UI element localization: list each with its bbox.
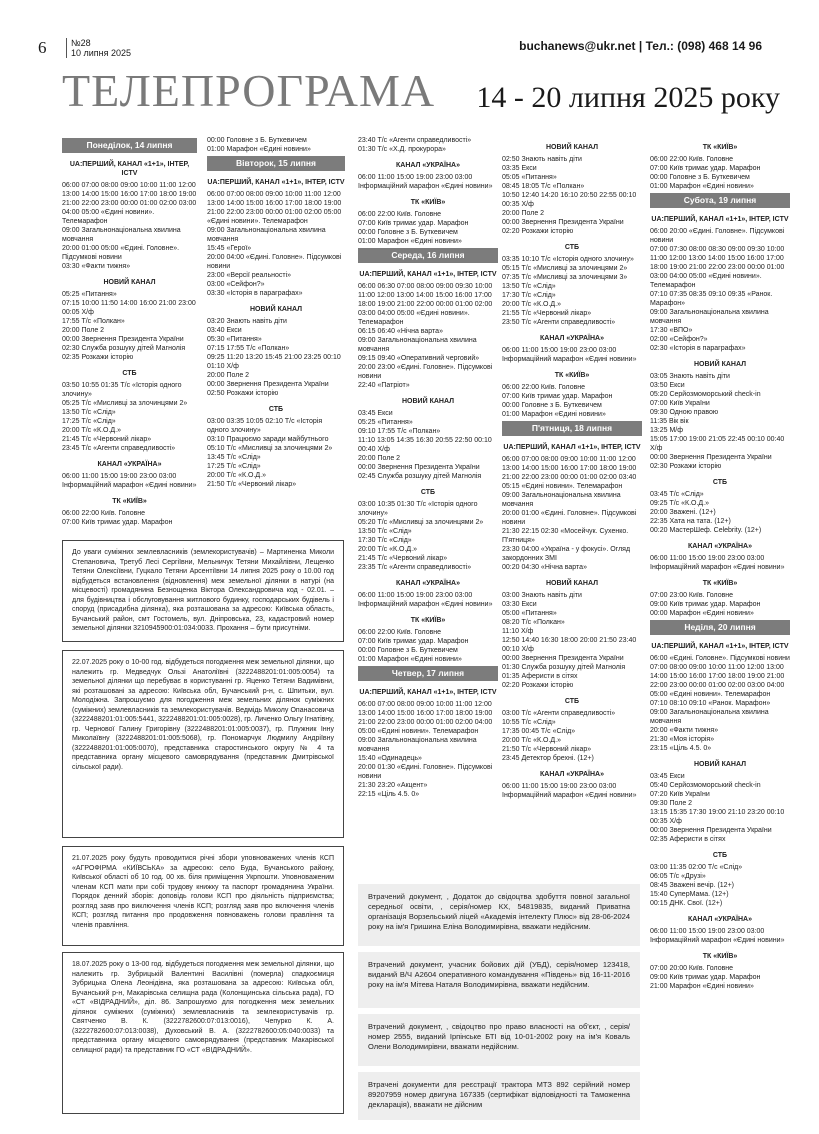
program-entry: 20:00 Т/с «К.О.Д.» bbox=[358, 546, 418, 553]
program-entry: 09:00 Загальнонаціональна хвилина мовчання bbox=[62, 227, 181, 243]
program-entry: 07:00 Київ тримає удар. Марафон bbox=[62, 519, 173, 526]
lost-document-1: Втрачений документ, , Додаток до свідоцтва здобуття повної загальної середньої освіти, , серія/номер КХ, 54819835, виданий Приватна організація Ворзельський ліцей «Академія інтелекту Плюс» від 28-06-2024 року на ім'я Гришина Еліна Володимирівна, вважати недійсним. bbox=[358, 884, 640, 946]
program-entry: 09:00 Загальнонаціональна хвилина мовчання bbox=[358, 337, 477, 353]
page-header bbox=[30, 36, 790, 58]
program-entry: 20:00 Т/с «К.О.Д.» bbox=[207, 472, 267, 479]
program-entry: 09:00 Загальнонаціональна хвилина мовчання bbox=[358, 737, 477, 753]
program-entry: 15:40 «Одинадець» bbox=[358, 755, 422, 762]
channel-heading: НОВИЙ КАНАЛ bbox=[546, 144, 598, 151]
channel-heading: НОВИЙ КАНАЛ bbox=[103, 279, 156, 286]
program-entry: 23:35 Т/с «Агенти справедливості» bbox=[358, 564, 472, 571]
program-entry: 21:30 «Моя історія» bbox=[650, 736, 715, 743]
program-entry: 06:15 06:40 «Нічна варта» bbox=[358, 328, 443, 335]
program-entry: 13:45 Т/с «Слід» bbox=[207, 454, 261, 461]
program-entry: 06:00 22:00 Київ. Головне bbox=[62, 510, 146, 517]
program-entry: 01:30 Служба розшуку дітей Магнолія bbox=[502, 664, 626, 671]
program-entry: 07:00 Київ тримає удар. Марафон bbox=[650, 165, 761, 172]
channel-heading: UA:ПЕРШИЙ, КАНАЛ «1+1», ІНТЕР, ICTV bbox=[69, 161, 190, 177]
day-heading: Середа, 16 липня bbox=[358, 248, 498, 263]
program-entry: 03:30 «Історія в параграфах» bbox=[207, 290, 303, 297]
program-entry: 06:00 11:00 15:00 19:00 23:00 03:00 Інформаційний марафон «Єдині новини» bbox=[502, 347, 637, 363]
program-entry: 06:00 11:00 15:00 19:00 23:00 03:00 Інформаційний марафон «Єдині новини» bbox=[358, 174, 493, 190]
program-entry: 01:00 Марафон «Єдині новини» bbox=[207, 146, 311, 153]
program-entry: 02:35 Розкажи історію bbox=[62, 354, 134, 361]
program-entry: 20:00 Т/с «К.О.Д.» bbox=[502, 737, 562, 744]
program-entry: 00:00 Звернення Президента України bbox=[207, 381, 329, 388]
program-entry: 23:50 Т/с «Агенти справедливості» bbox=[502, 319, 616, 326]
program-entry: 06:00 20:00 «Єдині. Головне». Підсумкові новини bbox=[650, 228, 785, 244]
program-entry: 00:00 Марафон «Єдині новини» bbox=[650, 610, 754, 617]
program-entry: 03:50 Екси bbox=[650, 382, 685, 389]
day-heading: Субота, 19 липня bbox=[650, 193, 790, 208]
program-entry: 21:30 22:15 02:30 «Мосейчук. Сухенко. П'ятниця» bbox=[502, 528, 629, 544]
program-entry: 02:30 Служба розшуку дітей Магнолія bbox=[62, 345, 186, 352]
program-entry: 09:00 Загальнонаціональна хвилина мовчання bbox=[650, 709, 769, 725]
program-entry: 03:00 «Сейфон?» bbox=[207, 281, 265, 288]
program-entry: 00:00 Головне з Б. Буткевичем bbox=[650, 174, 750, 181]
program-entry: 01:00 Марафон «Єдині новини» bbox=[650, 183, 754, 190]
program-entry: 03:10 Працюємо заради майбутнього bbox=[207, 436, 329, 443]
program-entry: 07:15 17:55 Т/с «Полкан» bbox=[207, 345, 290, 352]
channel-heading: НОВИЙ КАНАЛ bbox=[694, 761, 746, 768]
title-row bbox=[62, 65, 790, 118]
program-entry: 20:00 Т/с «К.О.Д.» bbox=[62, 427, 122, 434]
program-entry: 06:00 11:00 15:00 19:00 23:00 03:00 Інформаційний марафон «Єдині новини» bbox=[62, 473, 197, 489]
issue-number: №28 bbox=[71, 38, 91, 48]
program-entry: 10:55 Т/с «Слід» bbox=[502, 719, 556, 726]
notice-boundary-2: 22.07.2025 року о 10-00 год. відбудеться погодження меж земельної ділянки, що належить гр. Медведчук Ользі Анатоліївні (3222488201:01:005:0054) та земельної ділянки що перебуває в користуванні гр. Яценко Тетяни Вадимівни, які розташовані за адресою: Київська обл, Бучанський р-н, с. Шпитьки, вул. Молодіжна. Запрошуємо для погодження меж земельних ділянок суміжних (суміжних) землевласників та землекористувачів. Ведмідь Миколу Опанасовича (3222488201:01:005:5441, 3222488201:01:005:0028), гр. Личенко Ольгу Ігнатівну, гр. Чернової Галину Григорівну (3222488201:01:005:0037), гр. Плужник Інну Миколаївну (3222488201:01:005:5068), гр. Пономарчук Людмилу Андріївну (3222488201:01:005:0070), представника старостинського округу № 4 та представника органу місцевого самоврядування (представник Дмитрівської сільської ради). bbox=[62, 650, 344, 838]
program-entry: 03:05 Знають навіть діти bbox=[650, 373, 730, 380]
program-entry: 03:35 Екси bbox=[502, 165, 537, 172]
tv-column-4 bbox=[502, 136, 642, 800]
channel-heading: ТК «КИЇВ» bbox=[702, 144, 738, 151]
program-entry: 02:50 Знають навіть діти bbox=[502, 156, 582, 163]
program-entry: 11:10 Х/ф bbox=[502, 628, 534, 635]
program-entry: 15:05 17:00 19:00 21:05 22:45 00:10 00:40 Х/ф bbox=[650, 436, 785, 452]
day-heading: Вівторок, 15 липня bbox=[207, 156, 345, 171]
program-entry: 06:00 11:00 15:00 19:00 23:00 03:00 Інформаційний марафон «Єдині новини» bbox=[650, 555, 785, 571]
program-entry: 23:00 «Версії реальності» bbox=[207, 272, 292, 279]
program-entry: 00:00 Звернення Президента України bbox=[502, 655, 624, 662]
program-entry: 00:00 Звернення Президента України bbox=[650, 454, 772, 461]
program-entry: 08:45 Зважені вечір. (12+) bbox=[650, 882, 734, 889]
program-entry: 01:35 Аферисти в сітях bbox=[502, 673, 578, 680]
program-entry: 03:35 10:10 Т/с «Історія одного злочину» bbox=[502, 256, 634, 263]
channel-heading: ТК «КИЇВ» bbox=[112, 498, 147, 505]
page-number: 6 bbox=[38, 38, 47, 57]
day-heading: П'ятниця, 18 липня bbox=[502, 421, 642, 436]
program-entry: 07:20 Київ України bbox=[650, 791, 710, 798]
program-entry: 13:50 Т/с «Слід» bbox=[62, 409, 116, 416]
channel-heading: КАНАЛ «УКРАЇНА» bbox=[688, 543, 752, 550]
program-entry: 09:00 Київ тримає удар. Марафон bbox=[650, 974, 761, 981]
program-entry: 06:00 07:00 08:00 09:00 10:00 11:00 12:00 13:00 14:00 15:00 16:00 17:00 18:00 19:00 21:00 22:00 23:00 00:00 01:00 02:00 04:00 05:00 «Єдині новини». Телемарафон bbox=[358, 701, 493, 735]
channel-heading: ТК «КИЇВ» bbox=[702, 953, 738, 960]
program-entry: 05:20 Серйозмоморський check-in bbox=[650, 391, 761, 398]
program-entry: 17:30 Т/с «Слід» bbox=[358, 537, 412, 544]
day-heading: Неділя, 20 липня bbox=[650, 620, 790, 635]
program-entry: 05:40 Серйозмоморський check-in bbox=[650, 782, 761, 789]
channel-heading: СТБ bbox=[564, 244, 580, 251]
program-entry: 17:35 00:45 Т/с «Слід» bbox=[502, 728, 576, 735]
program-entry: 07:10 07:35 08:35 09:10 09:35 «Ранок. Марафон» bbox=[650, 291, 773, 307]
program-entry: 00:00 Звернення Президента України bbox=[358, 464, 480, 471]
program-entry: 06:00 07:00 08:00 09:00 10:00 11:00 12:00 13:00 14:00 15:00 16:00 17:00 18:00 19:00 21:00 22:00 23:00 00:00 01:00 02:00 03:40 05:15 «Єдині новини». Телемарафон bbox=[502, 456, 637, 490]
program-entry: 23:15 «Ціль 4.5. 0» bbox=[650, 745, 712, 752]
program-entry: 03:45 Т/с «Слід» bbox=[650, 491, 704, 498]
program-entry: 06:00 11:00 15:00 19:00 23:00 03:00 Інформаційний марафон «Єдині новини» bbox=[650, 928, 785, 944]
program-entry: 06:00 11:00 15:00 19:00 23:00 03:00 Інформаційний марафон «Єдині новини» bbox=[358, 592, 493, 608]
tv-column-2 bbox=[207, 136, 345, 489]
channel-heading: UA:ПЕРШИЙ, КАНАЛ «1+1», ІНТЕР, ICTV bbox=[651, 216, 789, 223]
program-entry: 05:30 «Питання» bbox=[207, 336, 262, 343]
program-entry: 17:30 Т/с «Слід» bbox=[502, 292, 556, 299]
channel-heading: UA:ПЕРШИЙ, КАНАЛ «1+1», ІНТЕР, ICTV bbox=[359, 271, 497, 278]
program-entry: 02:50 Розкажи історію bbox=[207, 390, 279, 397]
program-entry: 00:00 Звернення Президента України bbox=[62, 336, 184, 343]
channel-heading: КАНАЛ «УКРАЇНА» bbox=[540, 335, 604, 342]
issue-info bbox=[66, 38, 131, 58]
program-entry: 03:45 Екси bbox=[650, 773, 685, 780]
program-entry: 09:00 Загальнонаціональна хвилина мовчання bbox=[650, 309, 769, 325]
tv-column-1 bbox=[62, 136, 197, 527]
program-entry: 21:45 Т/с «Червоний лікар» bbox=[358, 555, 448, 562]
program-entry: 07:15 10:00 11:50 14:00 16:00 21:00 23:00 00:05 Х/ф bbox=[62, 300, 196, 316]
program-entry: 07:35 Т/с «Мисливці за злочинцями 3» bbox=[502, 274, 628, 281]
program-entry: 17:25 Т/с «Слід» bbox=[62, 418, 116, 425]
contacts: buchanews@ukr.net | Тел.: (098) 468 14 96 bbox=[519, 39, 762, 53]
channel-heading: НОВИЙ КАНАЛ bbox=[546, 580, 598, 587]
program-entry: 03:30 Екси bbox=[502, 601, 537, 608]
program-entry: 07:00 08:00 09:00 10:00 11:00 12:00 13:00 14:00 15:00 16:00 17:00 18:00 19:00 21:00 22:00 23:00 00:00 01:00 02:00 03:00 04:00 05:00 «Єдині новини». Телемарафон bbox=[650, 664, 785, 698]
date-range: 14 - 20 липня 2025 року bbox=[476, 81, 780, 114]
program-entry: 03:00 Знають навіть діти bbox=[502, 592, 582, 599]
program-entry: 00:00 Головне з Б. Буткевичем bbox=[502, 402, 602, 409]
channel-heading: КАНАЛ «УКРАЇНА» bbox=[396, 580, 460, 587]
channel-heading: UA:ПЕРШИЙ, КАНАЛ «1+1», ІНТЕР, ICTV bbox=[503, 444, 641, 451]
lost-document-3: Втрачений документ, , свідоцтво про право власності на об'єкт, , серія/номер 2555, виданий Ірпінське БТІ від 10-01-2002 року на ім'я Коваль Олени Володимирівни, вважати недійсним. bbox=[358, 1014, 640, 1066]
program-entry: 20:00 Поле 2 bbox=[358, 455, 401, 462]
program-entry: 03:00 11:35 02:00 Т/с «Слід» bbox=[650, 864, 743, 871]
program-entry: 06:00 06:30 07:00 08:00 09:00 09:30 10:00 11:00 12:00 13:00 14:00 15:00 16:00 17:00 18:00 19:00 21:00 22:00 00:00 01:00 02:00 03:00 04:00 05:00 «Єдині новини». Телемарафон bbox=[358, 283, 493, 326]
program-entry: 22:15 «Ціль 4.5. 0» bbox=[358, 791, 420, 798]
program-entry: 02:00 «Сейфон?» bbox=[650, 336, 708, 343]
program-entry: 17:25 Т/с «Слід» bbox=[207, 463, 261, 470]
program-entry: 07:10 08:10 09:10 «Ранок. Марафон» bbox=[650, 700, 771, 707]
channel-heading: СТБ bbox=[712, 479, 728, 486]
program-entry: 03:00 03:35 10:05 02:10 Т/с «Історія одного злочину» bbox=[207, 418, 323, 434]
program-entry: 01:30 Т/с «Х.Д. прокурора» bbox=[358, 146, 446, 153]
program-entry: 06:00 07:00 08:00 09:00 10:00 11:00 12:00 13:00 14:00 15:00 16:00 17:00 18:00 19:00 21:00 22:00 23:00 00:00 01:00 02:00 05:00 «Єдині новини». Телемарафон bbox=[207, 191, 342, 225]
program-entry: 02:30 «Історія в параграфах» bbox=[650, 345, 746, 352]
program-entry: 11:35 Вік вік bbox=[650, 418, 689, 425]
program-entry: 08:20 Т/с «Полкан» bbox=[502, 619, 565, 626]
program-entry: 07:00 07:30 08:00 08:30 09:00 09:30 10:00 11:00 12:00 13:00 14:00 15:00 16:00 17:00 18:00 19:00 21:00 22:00 23:00 00:00 01:00 03:00 04:00 05:00 «Єдині новини». Телемарафон bbox=[650, 246, 785, 289]
program-entry: 05:25 «Питання» bbox=[358, 419, 413, 426]
program-entry: 07:00 Київ тримає удар. Марафон bbox=[358, 638, 469, 645]
program-entry: 12:50 14:40 16:30 18:00 20:00 21:50 23:40 00:10 Х/ф bbox=[502, 637, 637, 653]
program-entry: 13:25 М/ф bbox=[650, 427, 683, 434]
program-entry: 20:00 Поле 2 bbox=[502, 210, 545, 217]
program-entry: 05:05 «Питання» bbox=[502, 174, 557, 181]
channel-heading: ТК «КИЇВ» bbox=[554, 372, 590, 379]
channel-heading: СТБ bbox=[564, 698, 580, 705]
program-entry: 00:20 МастерШеф. Celebrity. (12+) bbox=[650, 527, 762, 534]
program-entry: 20:00 Зважені. (12+) bbox=[650, 509, 716, 516]
program-entry: 03:30 «Факти тижня» bbox=[62, 263, 131, 270]
program-entry: 09:30 Одною правою bbox=[650, 409, 719, 416]
program-entry: 20:00 Поле 2 bbox=[207, 372, 250, 379]
program-entry: 03:45 Екси bbox=[358, 410, 393, 417]
channel-heading: КАНАЛ «УКРАЇНА» bbox=[97, 461, 162, 468]
program-entry: 09:30 Поле 2 bbox=[650, 800, 693, 807]
program-entry: 09:15 09:40 «Оперативний черговий» bbox=[358, 355, 480, 362]
program-entry: 10:50 12:40 14:20 16:10 20:50 22:55 00:10 00:35 Х/ф bbox=[502, 192, 637, 208]
program-entry: 11:10 13:05 14:35 16:30 20:55 22:50 00:10 00:40 Х/ф bbox=[358, 437, 492, 453]
program-entry: 22:40 «Патріот» bbox=[358, 382, 410, 389]
program-entry: 05:15 Т/с «Мисливці за злочинцями 2» bbox=[502, 265, 628, 272]
program-entry: 09:00 Загальнонаціональна хвилина мовчання bbox=[207, 227, 326, 243]
day-heading: Понеділок, 14 липня bbox=[62, 138, 197, 153]
channel-heading: ТК «КИЇВ» bbox=[410, 199, 446, 206]
channel-heading: НОВИЙ КАНАЛ bbox=[402, 398, 454, 405]
program-entry: 07:00 20:00 Київ. Головне bbox=[650, 965, 734, 972]
program-entry: 06:05 Т/с «Друзі» bbox=[650, 873, 706, 880]
program-entry: 17:55 Т/с «Полкан» bbox=[62, 318, 125, 325]
program-entry: 20:00 «Факти тижня» bbox=[650, 727, 719, 734]
program-entry: 08:45 18:05 Т/с «Полкан» bbox=[502, 183, 585, 190]
program-entry: 06:00 07:00 08:00 09:00 10:00 11:00 12:00 13:00 14:00 15:00 16:00 17:00 18:00 19:00 21:00 22:00 23:00 00:00 01:00 02:00 03:00 04:00 05:00 «Єдині новини». Телемарафон bbox=[62, 182, 197, 225]
notice-boundary-3: 18.07.2025 року о 13-00 год. відбудеться погодження меж земельної ділянки, що належить гр. Зубрицькій Валентині Василівні (померла) спадкоємиця Зубрицька Олена Леонідівна, яка розташована за адресою: Київська обл, Бучанський р-н, Макарівська селищна рада (Колонщинська сільська рада), ГО «СТ «ВІДРАДНИЙ», діл. 86. Запрошуємо для погодження меж земельних ділянок суміжних (суміжних) землевласників та землекористувачів гр. Святченко В. К. (3222782600:07:013:0016), Чепурко К. А. (3222782600:07:013:0038), Духовський В. А. (3222782600:05:040:0033) та представника органу місцевого самоврядування (представник Макарівської селищної ради) та представник ГО «СТ «ВІДРАДНИЙ». bbox=[62, 952, 344, 1114]
program-entry: 06:00 22:00 Київ. Головне bbox=[650, 156, 734, 163]
program-entry: 20:00 01:00 05:00 «Єдині. Головне». Підсумкові новини bbox=[62, 245, 180, 261]
program-entry: 00:00 Головне з Б. Буткевичем bbox=[358, 229, 458, 236]
program-entry: 13:50 Т/с «Слід» bbox=[502, 283, 556, 290]
program-entry: 01:00 Марафон «Єдині новини» bbox=[358, 238, 462, 245]
program-entry: 00:20 04:30 «Нічна варта» bbox=[502, 564, 587, 571]
program-entry: 06:00 22:00 Київ. Головне bbox=[502, 384, 586, 391]
tv-column-5 bbox=[650, 136, 790, 991]
program-entry: 06:00 «Єдині. Головне». Підсумкові новини bbox=[650, 655, 790, 662]
program-entry: 03:50 10:55 01:35 Т/с «Історія одного злочину» bbox=[62, 382, 182, 398]
channel-heading: ТК «КИЇВ» bbox=[410, 617, 446, 624]
program-entry: 15:40 СуперМама. (12+) bbox=[650, 891, 729, 898]
notice-boundary-1: До уваги суміжних землевласників (землекористувачів) – Мартиненка Миколи Степановича, Третуб Лесі Сергіївни, Мельничук Тетяни Михайлівни, Лещенко Тетяни Олексіївни, Гуцкало Тетяни Арсентіївни 14 липня 2025 року о 10.00 год відбудеться встановлення (відновлення) меж земельної ділянки в натурі (на місцевості) громадянина Безнощенка Віктора Олександровича код - 02.01. – для будівництва і обслуговування житлового будинку, господарських будівель і споруд (присадибна ділянка), яка розташована за адресою: Київська область, Бучанський район, смт Гостомель, вул. Дніпровська, 23, кадастровий номер земельної ділянки 3210945900:01:034:0033. Прохання – бути присутніми. bbox=[62, 540, 344, 642]
channel-heading: СТБ bbox=[122, 370, 137, 377]
program-entry: 20:00 01:00 «Єдині. Головне». Підсумкові новини bbox=[502, 510, 637, 526]
program-entry: 01:00 Марафон «Єдині новини» bbox=[358, 656, 462, 663]
channel-heading: UA:ПЕРШИЙ, КАНАЛ «1+1», ІНТЕР, ICTV bbox=[359, 689, 497, 696]
program-entry: 00:00 Звернення Президента України bbox=[502, 219, 624, 226]
channel-heading: СТБ bbox=[420, 489, 436, 496]
program-entry: 09:00 Загальнонаціональна хвилина мовчання bbox=[502, 492, 621, 508]
lost-document-2: Втрачений документ, учасник бойових дій (УБД), серія/номер 123418, виданий В/Ч А2604 оперативного командування «Південь» від 16-11-2016 року на ім'я Мітева Наталя Володимирівна, вважати недійсним. bbox=[358, 952, 640, 1008]
channel-heading: КАНАЛ «УКРАЇНА» bbox=[688, 916, 752, 923]
lost-document-4: Втрачені документи для реєстрації трактора МТЗ 892 серійний номер 89207959 номер двигуна 167335 (сертифікат відповідності та Таможенна декларація), вважати не дійсним bbox=[358, 1072, 640, 1120]
program-entry: 21:55 Т/с «Червоний лікар» bbox=[502, 310, 592, 317]
tv-column-3 bbox=[358, 136, 498, 799]
program-entry: 20:00 04:00 «Єдині. Головне». Підсумкові новини bbox=[207, 254, 342, 270]
program-entry: 05:00 «Питання» bbox=[502, 610, 557, 617]
day-heading: Четвер, 17 липня bbox=[358, 666, 498, 681]
program-entry: 09:00 Київ тримає удар. Марафон bbox=[650, 601, 761, 608]
notice-ksp-meeting: 21.07.2025 року будуть проводитися річні збори уповноважених членів КСП «АГРОФІРМА «КИЇВСЬКА» за адресою: село Буда, Бучанського району, Київської області об 10 год. 00 хв. біля приміщення Укрпошти. Уповноваженим членам КСП мати при собі трудову книжку та паспорт громадянина України. Порядок денний зборів: доповідь голови КСП про діяльність підприємства; розгляд заяв про виключення членів КСП; розгляд заяв про включення членів КСП; розгляд питання про продовження повноважень голови правління та членів правління. bbox=[62, 846, 344, 946]
channel-heading: UA:ПЕРШИЙ, КАНАЛ «1+1», ІНТЕР, ICTV bbox=[651, 643, 789, 650]
channel-heading: UA:ПЕРШИЙ, КАНАЛ «1+1», ІНТЕР, ICTV bbox=[207, 179, 345, 186]
program-entry: 00:00 Головне з Б. Буткевичем bbox=[358, 647, 458, 654]
program-entry: 21:00 Марафон «Єдині новини» bbox=[650, 983, 754, 990]
program-entry: 09:25 11:20 13:20 15:45 21:00 23:25 00:10 01:10 Х/ф bbox=[207, 354, 341, 370]
program-entry: 01:00 Марафон «Єдині новини» bbox=[502, 411, 606, 418]
program-entry: 00:15 ДНК. Свої. (12+) bbox=[650, 900, 723, 907]
program-entry: 20:00 Поле 2 bbox=[62, 327, 105, 334]
channel-heading: НОВИЙ КАНАЛ bbox=[694, 361, 746, 368]
program-entry: 06:00 22:00 Київ. Головне bbox=[358, 211, 442, 218]
program-entry: 05:25 Т/с «Мисливці за злочинцями 2» bbox=[62, 400, 188, 407]
program-entry: 17:30 «ВПО» bbox=[650, 327, 693, 334]
issue-date: 10 липня 2025 bbox=[71, 48, 132, 58]
program-entry: 07:00 Київ тримає удар. Марафон bbox=[358, 220, 469, 227]
program-entry: 07:00 23:00 Київ. Головне bbox=[650, 592, 734, 599]
program-entry: 13:50 Т/с «Слід» bbox=[358, 528, 412, 535]
program-entry: 06:00 22:00 Київ. Головне bbox=[358, 629, 442, 636]
program-entry: 05:25 «Питання» bbox=[62, 291, 117, 298]
program-entry: 20:00 23:00 «Єдині. Головне». Підсумкові новини bbox=[358, 364, 493, 380]
program-entry: 15:45 «Герої» bbox=[207, 245, 252, 252]
program-entry: 07:00 Київ тримає удар. Марафон bbox=[502, 393, 613, 400]
program-entry: 09:25 Т/с «К.О.Д.» bbox=[650, 500, 710, 507]
program-entry: 23:45 Т/с «Агенти справедливості» bbox=[62, 445, 176, 452]
channel-heading: КАНАЛ «УКРАЇНА» bbox=[396, 162, 460, 169]
program-entry: 00:00 Звернення Президента України bbox=[650, 827, 772, 834]
program-entry: 02:35 Аферисти в сітях bbox=[650, 836, 726, 843]
channel-heading: НОВИЙ КАНАЛ bbox=[250, 306, 302, 313]
program-entry: 13:15 15:35 17:30 19:00 21:10 23:20 00:10 00:35 Х/ф bbox=[650, 809, 785, 825]
program-entry: 05:10 Т/с «Мисливці за злочинцями 2» bbox=[207, 445, 333, 452]
program-entry: 05:20 Т/с «Мисливці за злочинцями 2» bbox=[358, 519, 484, 526]
program-entry: 21:45 Т/с «Червоний лікар» bbox=[62, 436, 152, 443]
program-entry: 20:00 01:30 «Єдині. Головне». Підсумкові новини bbox=[358, 764, 493, 780]
program-entry: 21:50 Т/с «Червоний лікар» bbox=[502, 746, 592, 753]
program-entry: 21:30 23:20 «Акцент» bbox=[358, 782, 428, 789]
program-entry: 23:45 Детектор брехні. (12+) bbox=[502, 755, 594, 762]
program-entry: 07:00 Київ України bbox=[650, 400, 710, 407]
program-entry: 00:00 Головне з Б. Буткевичем bbox=[207, 137, 307, 144]
program-entry: 23:40 Т/с «Агенти справедливості» bbox=[358, 137, 472, 144]
program-entry: 02:30 Розкажи історію bbox=[650, 463, 722, 470]
channel-heading: КАНАЛ «УКРАЇНА» bbox=[540, 771, 604, 778]
program-entry: 03:00 10:35 01:30 Т/с «Історія одного злочину» bbox=[358, 501, 478, 517]
program-entry: 02:45 Служба розшуку дітей Магнолія bbox=[358, 473, 482, 480]
channel-heading: СТБ bbox=[712, 852, 728, 859]
program-entry: 02:20 Розкажи історію bbox=[502, 228, 574, 235]
program-entry: 22:35 Хата на тата. (12+) bbox=[650, 518, 731, 525]
program-entry: 23:30 04:00 «Україна - у фокусі». Огляд закордонних ЗМІ bbox=[502, 546, 631, 562]
program-entry: 03:00 Т/с «Агенти справедливості» bbox=[502, 710, 616, 717]
program-entry: 06:00 11:00 15:00 19:00 23:00 03:00 Інформаційний марафон «Єдині новини» bbox=[502, 783, 637, 799]
program-entry: 09:10 17:55 Т/с «Полкан» bbox=[358, 428, 441, 435]
page-title: ТЕЛЕПРОГРАМА bbox=[62, 65, 436, 116]
program-entry: 02:20 Розкажи історію bbox=[502, 682, 574, 689]
program-entry: 03:20 Знають навіть діти bbox=[207, 318, 287, 325]
channel-heading: СТБ bbox=[268, 406, 284, 413]
channel-heading: ТК «КИЇВ» bbox=[702, 580, 738, 587]
program-entry: 03:40 Екси bbox=[207, 327, 242, 334]
program-entry: 20:00 Т/с «К.О.Д.» bbox=[502, 301, 562, 308]
program-entry: 21:50 Т/с «Червоний лікар» bbox=[207, 481, 297, 488]
